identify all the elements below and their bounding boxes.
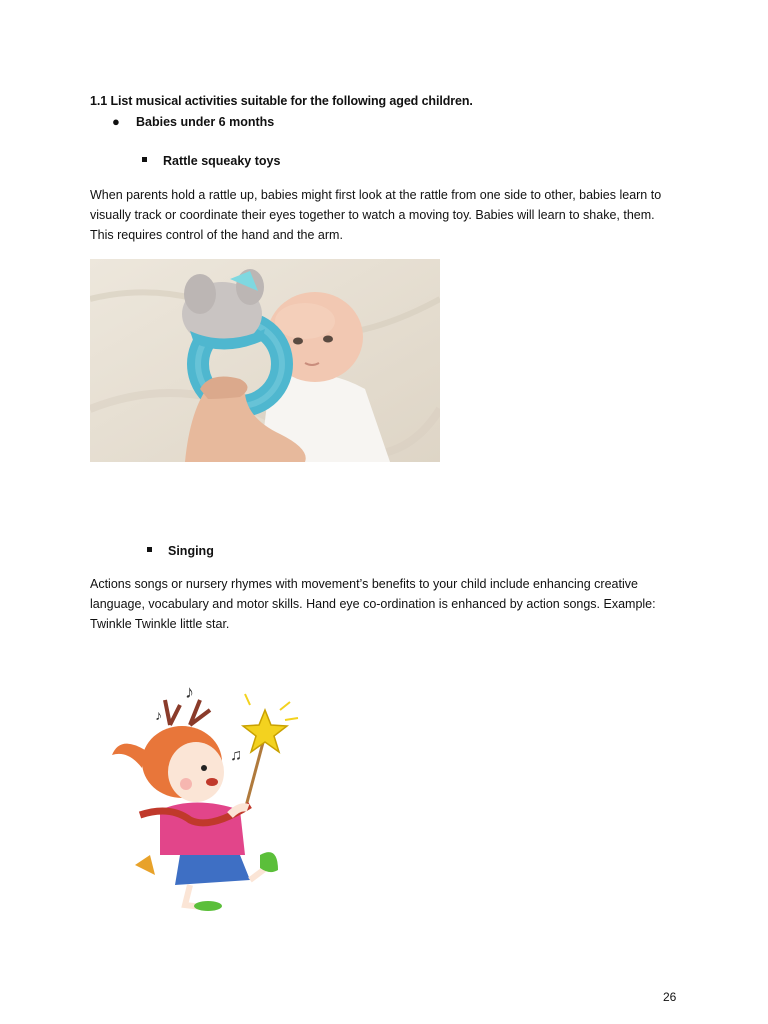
svg-text:♪: ♪ <box>185 682 194 702</box>
svg-text:♪: ♪ <box>155 707 162 723</box>
square-bullet-icon <box>147 547 152 552</box>
bullet-babies <box>112 114 274 129</box>
subbullet-rattle-label: Rattle squeaky toys <box>163 154 281 168</box>
bullet-dot-icon: ● <box>112 114 120 129</box>
subbullet-singing-label: Singing <box>168 544 214 558</box>
baby-rattle-illustration <box>90 259 440 462</box>
singing-girl-illustration <box>100 680 300 912</box>
svg-text:♫: ♫ <box>230 747 242 764</box>
section-heading: 1.1 List musical activities suitable for the following aged children. <box>90 94 473 108</box>
subbullet-singing <box>147 544 214 558</box>
square-bullet-icon <box>142 157 147 162</box>
subbullet-rattle <box>142 154 280 168</box>
paragraph-singing: Actions songs or nursery rhymes with movement’s benefits to your child include enhancing creative language, vocabulary and motor skills. Hand eye co-ordination is enhanced by action songs. Example: Twinkle Twinkle little star. <box>90 577 656 631</box>
baby-rattle-photo <box>90 259 440 462</box>
bullet-babies-label: Babies under 6 months <box>136 115 275 129</box>
girl-with-star-wand-clipart <box>100 680 300 912</box>
page-number: 26 <box>663 990 677 1004</box>
paragraph-rattle: When parents hold a rattle up, babies might first look at the rattle from one side to other, babies learn to visually track or coordinate their eyes together to watch a moving toy. Babies will learn to shake, them. This requires control of the hand and the arm. <box>90 188 662 242</box>
